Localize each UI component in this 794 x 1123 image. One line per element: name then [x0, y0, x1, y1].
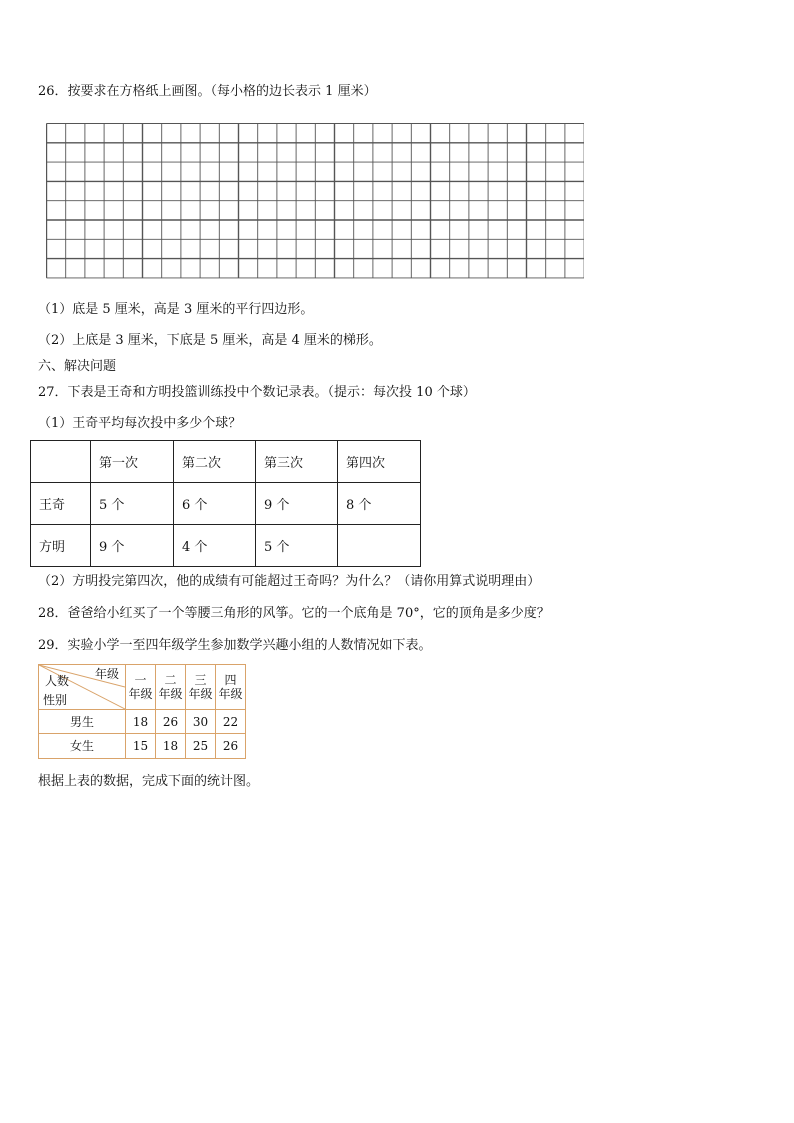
- grade-suffix: 年级: [128, 687, 153, 701]
- table-cell: 26: [156, 710, 186, 734]
- corner-grade-label: 年级: [95, 667, 120, 681]
- grade-suffix: 年级: [188, 687, 213, 701]
- q27-sub2: （2）方明投完第四次，他的成绩有可能超过王奇吗？为什么？（请你用算式说明理由）: [38, 574, 541, 589]
- grade-header-cell: [156, 665, 186, 710]
- grade-suffix: 年级: [158, 687, 183, 701]
- basketball-record-table: [30, 440, 421, 567]
- table-header-cell: 第三次: [256, 441, 338, 483]
- grade-number: 二: [164, 673, 177, 687]
- table-cell: 25: [186, 734, 216, 759]
- table-cell: 22: [216, 710, 246, 734]
- interest-group-table: [38, 664, 246, 759]
- table-row: [39, 734, 246, 759]
- q29-instruction: 根据上表的数据，完成下面的统计图。: [38, 774, 260, 789]
- table-cell: 18: [156, 734, 186, 759]
- grid-svg[interactable]: [46, 123, 584, 279]
- table-cell: 30: [186, 710, 216, 734]
- grade-number: 三: [194, 673, 207, 687]
- table-cell: 9 个: [256, 483, 338, 525]
- table-header-cell: 第一次: [91, 441, 174, 483]
- q29-title: 29．实验小学一至四年级学生参加数学兴趣小组的人数情况如下表。: [38, 638, 432, 653]
- q27-sub1: （1）王奇平均每次投中多少个球？: [38, 416, 242, 431]
- q26-title: 26．按要求在方格纸上画图。（每小格的边长表示 1 厘米）: [38, 84, 377, 99]
- corner-count-label: 人数: [45, 674, 70, 688]
- table-header-cell: 第四次: [338, 441, 421, 483]
- table-row: [31, 483, 421, 525]
- row-label: 男生: [39, 710, 126, 734]
- q27-title: 27．下表是王奇和方明投篮训练投中个数记录表。（提示：每次投 10 个球）: [38, 385, 476, 400]
- table-cell: [31, 441, 91, 483]
- table-cell: 9 个: [91, 525, 174, 567]
- q28-title: 28．爸爸给小红买了一个等腰三角形的风筝。它的一个底角是 70°，它的顶角是多少度？: [38, 606, 550, 621]
- diagonal-header-cell: [39, 665, 126, 710]
- table-cell: 5 个: [256, 525, 338, 567]
- grade-header-cell: [216, 665, 246, 710]
- grade-header-cell: [126, 665, 156, 710]
- corner-gender-label: 性别: [43, 693, 68, 707]
- table-row: [31, 525, 421, 567]
- grade-header-cell: [186, 665, 216, 710]
- q26-sub2: （2）上底是 3 厘米，下底是 5 厘米，高是 4 厘米的梯形。: [38, 333, 382, 348]
- table-cell: 15: [126, 734, 156, 759]
- table-header-row: [31, 441, 421, 483]
- table-row: [39, 710, 246, 734]
- table-cell: 26: [216, 734, 246, 759]
- table-header-row: [39, 665, 246, 710]
- table-cell: 8 个: [338, 483, 421, 525]
- table-header-cell: 第二次: [174, 441, 256, 483]
- grade-suffix: 年级: [218, 687, 243, 701]
- row-label: 女生: [39, 734, 126, 759]
- table-cell: 18: [126, 710, 156, 734]
- grade-number: 四: [224, 673, 237, 687]
- square-grid-paper[interactable]: [46, 123, 584, 283]
- answer-blank-cell[interactable]: [338, 525, 421, 567]
- row-label: 王奇: [31, 483, 91, 525]
- section-6-heading: 六、解决问题: [38, 359, 117, 374]
- q26-sub1: （1）底是 5 厘米，高是 3 厘米的平行四边形。: [38, 302, 314, 317]
- row-label: 方明: [31, 525, 91, 567]
- table-cell: 4 个: [174, 525, 256, 567]
- grade-number: 一: [134, 673, 147, 687]
- table-cell: 5 个: [91, 483, 174, 525]
- table-cell: 6 个: [174, 483, 256, 525]
